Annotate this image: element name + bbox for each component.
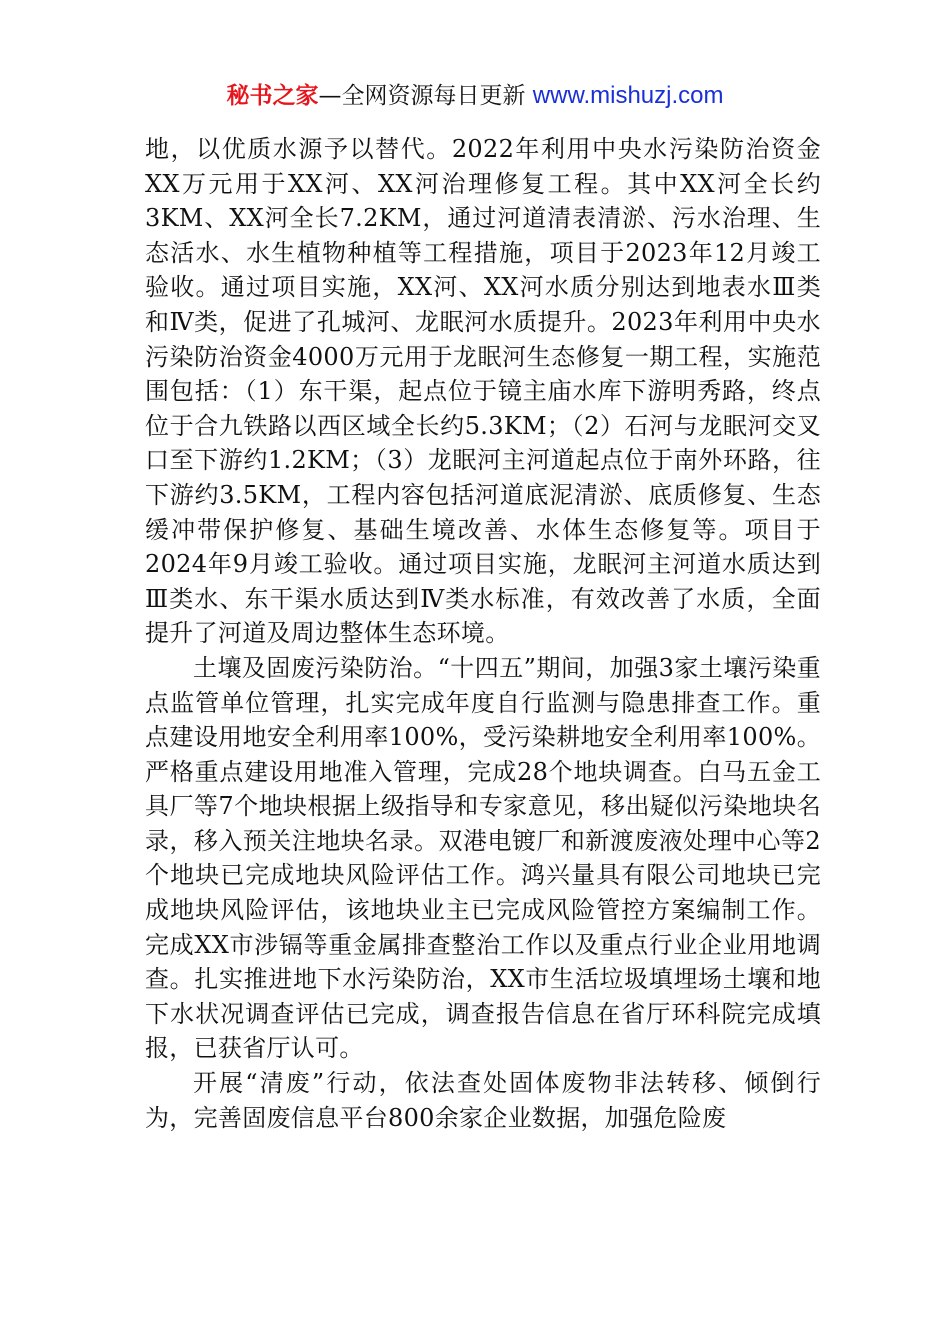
header-tagline: —全网资源每日更新 [318, 83, 526, 109]
site-header [0, 80, 950, 112]
brand-name: 秘书之家 [226, 83, 319, 109]
document-body [145, 132, 821, 1135]
site-url-link[interactable]: www.mishuzj.com [532, 82, 724, 109]
paragraph-soil-waste: 土壤及固废污染防治。“十四五”期间，加强3家土壤污染重点监管单位管理，扎实完成年度自行监测与隐患排查工作。重点建设用地安全利用率100%，受污染耕地安全利用率100%。严格重点建设用地准入管理，完成28个地块调查。白马五金工具厂等7个地块根据上级指导和专家意见，移出疑似污染地块名录，移入预关注地块名录。双港电镀厂和新渡废液处理中心等2个地块已完成地块风险评估工作。鸿兴量具有限公司地块已完成地块风险评估，该地块业主已完成风险管控方案编制工作。完成XX市涉镉等重金属排查整治工作以及重点行业企业用地调查。扎实推进地下水污染防治，XX市生活垃圾填埋场土壤和地下水状况调查评估已完成，调查报告信息在省厅环科院完成填报，已获省厅认可。 [145, 653, 821, 1063]
paragraph-water-pollution: 地，以优质水源予以替代。2022年利用中央水污染防治资金XX万元用于XX河、XX河治理修复工程。其中XX河全长约3KM、XX河全长7.2KM，通过河道清表清淤、污水治理、生态活水、水生植物种植等工程措施，项目于2023年12月竣工验收。通过项目实施，XX河、XX河水质分别达到地表水Ⅲ类和Ⅳ类，促进了孔城河、龙眠河水质提升。2023年利用中央水污染防治资金4000万元用于龙眠河生态修复一期工程，实施范围包括：（1）东干渠，起点位于镜主庙水库下游明秀路，终点位于合九铁路以西区域全长约5.3KM；（2）石河与龙眠河交叉口至下游约1.2KM；（3）龙眠河主河道起点位于南外环路，往下游约3.5KM，工程内容包括河道底泥清淤、底质修复、生态缓冲带保护修复、基础生境改善、水体生态修复等。项目于2024年9月竣工验收。通过项目实施，龙眠河主河道水质达到Ⅲ类水、东干渠水质达到Ⅳ类水标准，有效改善了水质，全面提升了河道及周边整体生态环境。 [145, 135, 821, 648]
paragraph-clean-waste: 开展“清废”行动，依法查处固体废物非法转移、倾倒行为，完善固废信息平台800余家企业数据，加强危险废 [145, 1069, 821, 1132]
